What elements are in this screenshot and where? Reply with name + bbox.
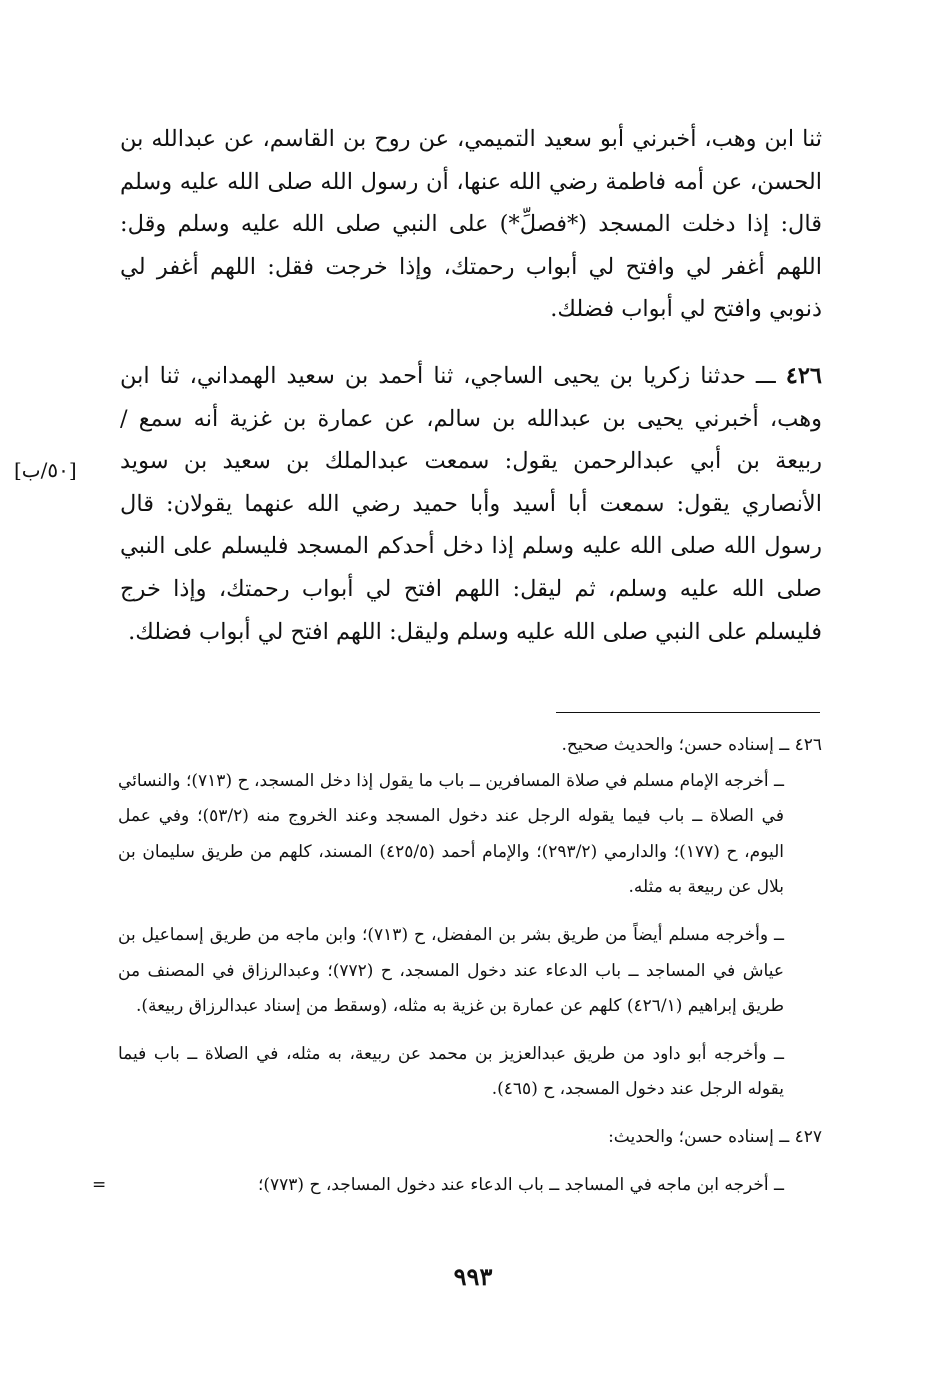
footnote-426-source-abudawud: ــ وأخرجه أبو داود من طريق عبدالعزيز بن محمد عن ربيعة، به مثله، في الصلاة ــ باب فيما يقوله الرجل عند دخول المسجد، ح (٤٦٥). (118, 1043, 784, 1100)
continuation-mark: = (92, 1174, 107, 1195)
page-number: ٩٩٣ (453, 1262, 493, 1291)
footnote-427-heading: ٤٢٧ ــ إسناده حسن؛ والحديث: (608, 1126, 822, 1147)
footnotes (92, 728, 822, 1203)
footnote-426-heading: ٤٢٦ ــ إسناده حسن؛ والحديث صحيح. (561, 735, 822, 755)
hadith-426-text: ـــ حدثنا زكريا بن يحيى الساجي، ثنا أحمد بن سعيد الهمداني، ثنا ابن وهب، أخبرني يحيى بن عبدالله بن سالم، عن عمارة بن غزية أنه سمع / ربيعة بن أبي عبدالرحمن يقول: سمعت عبدالملك بن سعيد بن سويد الأنصاري يقول: سمعت أبا أسيد وأبا حميد رضي الله عنهما يقولان: قال رسول الله صلى الله عليه وسلم إذا دخل أحدكم المسجد فليسلم على النبي صلى الله عليه وسلم، ثم ليقل: اللهم افتح لي أبواب رحمتك، وإذا خرج فليسلم على النبي صلى الله عليه وسلم وليقل: اللهم افتح لي أبواب فضلك. (120, 362, 822, 645)
footnote-427-text: ــ أخرجه ابن ماجه في المساجد ــ باب الدعاء عند دخول المساجد، ح (٧٧٣)؛ (257, 1174, 784, 1195)
hadith-425-continuation: ثنا ابن وهب، أخبرني أبو سعيد التميمي، عن روح بن القاسم، عن عبدالله بن الحسن، عن أمه فاطمة رضي الله عنها، أن رسول الله صلى الله عليه وسلم قال: إذا دخلت المسجد (*فصلِّ*) على النبي صلى الله عليه وسلم وقل: اللهم أغفر لي وافتح لي أبواب رحمتك، وإذا خرجت فقل: اللهم أغفر لي ذنوبي وافتح لي أبواب فضلك. (120, 126, 822, 323)
hadith-426-paragraph (120, 355, 822, 653)
footnote-divider (556, 712, 820, 713)
footnote-427-source-ibnmajah (92, 1168, 822, 1204)
hadith-number: ٤٢٦ (785, 362, 822, 389)
footnote-426-source-muslim-alt: ــ وأخرجه مسلم أيضاً من طريق بشر بن المفضل، ح (٧١٣)؛ وابن ماجه من طريق إسماعيل بن عياش في المساجد ــ باب الدعاء عند دخول المسجد، ح (٧٧٢)؛ وعبدالرزاق في المصنف من طريق إبراهيم (٤٢٦/١) كلهم عن عمارة بن غزية به مثله، (وسقط من إسناد عبدالرزاق ربيعة). (118, 924, 785, 1017)
footnote-426-source-muslim: ــ أخرجه الإمام مسلم في صلاة المسافرين ــ باب ما يقول إذا دخل المسجد، ح (٧١٣)؛ والنسائي في الصلاة ــ باب فيما يقوله الرجل عند دخول المسجد وعند الخروج منه (٥٣/٢)؛ وفي عمل اليوم، ح (١٧٧)؛ والدارمي (٢٩٣/٢)؛ والإمام أحمد (٤٢٥/٥) المسند، كلهم من طريق سليمان بن بلال عن ربيعة به مثله. (118, 770, 784, 898)
main-text (120, 118, 822, 653)
manuscript-folio-marker: [٥٠/ب] (14, 458, 77, 482)
